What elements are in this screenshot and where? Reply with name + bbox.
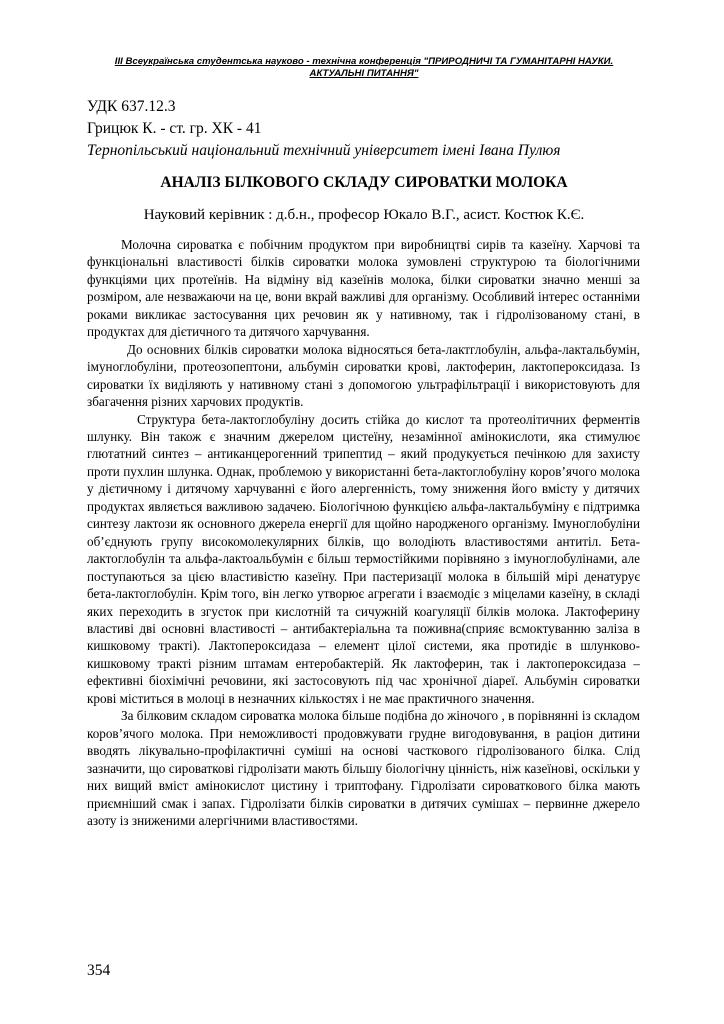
- conference-header-line-1: III Всеукраїнська студентська науково - технічна конференція "ПРИРОДНИЧІ ТА ГУМАНІТАРНІ НАУКИ.: [114, 56, 614, 67]
- page-number: 354: [87, 962, 111, 979]
- conference-header: [88, 56, 640, 80]
- institution-line: Тернопільський національний технічний університет імені Івана Пулюя: [87, 142, 561, 159]
- udk-code: УДК 637.12.3: [87, 98, 176, 115]
- body-paragraph: За білковим складом сироватка молока більше подібна до жіночого , в порівнянні із складом коров’ячого молока. При неможливості продовжувати грудне вигодовування, в раціон дитини вводять лікувально-профілактичні суміші на основі часткового гідролізованого білка. Слід зазначити, що сироваткові гідролізати мають більшу біологічну цінність, ніж казеїнові, оскільки у них вищий вміст амінокислот цистину і триптофану. Гідролізати сироваткового білка мають приємніший смак і запах. Гідролізати білків сироватки в дитячих сумішах – первинне джерело азоту із зниженими алергічними властивостями.: [87, 708, 640, 828]
- paper-title: АНАЛІЗ БІЛКОВОГО СКЛАДУ СИРОВАТКИ МОЛОКА: [160, 174, 568, 191]
- conference-header-line-2: АКТУАЛЬНІ ПИТАННЯ": [309, 68, 419, 79]
- body-paragraph: Структура бета-лактоглобуліну досить стійка до кислот та протеолітичних ферментів шлунку. Він також є значним джерелом цистеїну, незамінної амінокислоти, яка стимулює глютатний синтез – антиканцерогенний трипептид – який продукується печінкою для захисту проти пухлин шлунка. Однак, проблемою у використанні бета-лактоглобуліну коров’ячого молока у дієтичному і дитячому харчуванні є його алергенність, тому зниження його вмісту у дитячих продуктах являється важливою задачею. Біологічною функцією альфа-лактальбуміну є підтримка синтезу лактози як основного джерела енергії для щойно народженого організму. Імуноглобуліни об’єднують групу високомолекулярних білків, що володіють властивостями антитіл. Бета-лактоглобулін та альфа-лактоальбумін є більш термостійкими порівняно з імуноглобулінами, але поступаються за цією властивістю казеїну. При пастеризації молока в більшій мірі денатурує бета-лактоглобулін. Крім того, він легко утворює агрегати і взаємодіє з міцелами казеїну, в складі яких переходить в згусток при кислотній та сичужній коагуляції білків молока. Лактоферину властиві дві основні властивості – антибактеріальна та поживна(сприяє всмоктуванню заліза в кишковому тракті). Лактопероксидаза – елемент цілої системи, яка протидіє в шлунково-кишковому тракті різним штамам ентеробактерій. Як лактоферин, так і лактопероксидаза – ефективні біохімічні речовини, які застосовують під час хронічної діареї. Альбумін сироватки крові міститься в молоці в незначних кількостях і не має практичного значення.: [87, 411, 640, 706]
- author-line: Грицюк К. - ст. гр. ХК - 41: [87, 120, 262, 137]
- body-paragraph: Молочна сироватка є побічним продуктом при виробництві сирів та казеїну. Харчові та функціональні властивості білків сироватки молока зумовлені структурою та біологічними функціями цих протеїнів. На відміну від казеїнів молока, білки сироватки значно менші за розміром, але незважаючи на це, вони вкрай важливі для організму. Особливий інтерес останніми роками викликає застосування цих речовин як у нативному, так і гідролізованому стані, в продуктах для дієтичного та дитячого харчування.: [87, 237, 640, 340]
- supervisor-line: Науковий керівник : д.б.н., професор Юкало В.Г., асист. Костюк К.Є.: [143, 207, 585, 223]
- paper-body: [87, 236, 640, 829]
- body-paragraph: До основних білків сироватки молока відносяться бета-лактглобулін, альфа-лактальбумін, імуноглобуліни, протеозопептони, альбумін сироватки крові, лактоферин, лактопероксидаза. Із сироватки їх виділяють у нативному стані з допомогою ультрафільтрації і використовують для збагачення різних харчових продуктів.: [87, 341, 640, 410]
